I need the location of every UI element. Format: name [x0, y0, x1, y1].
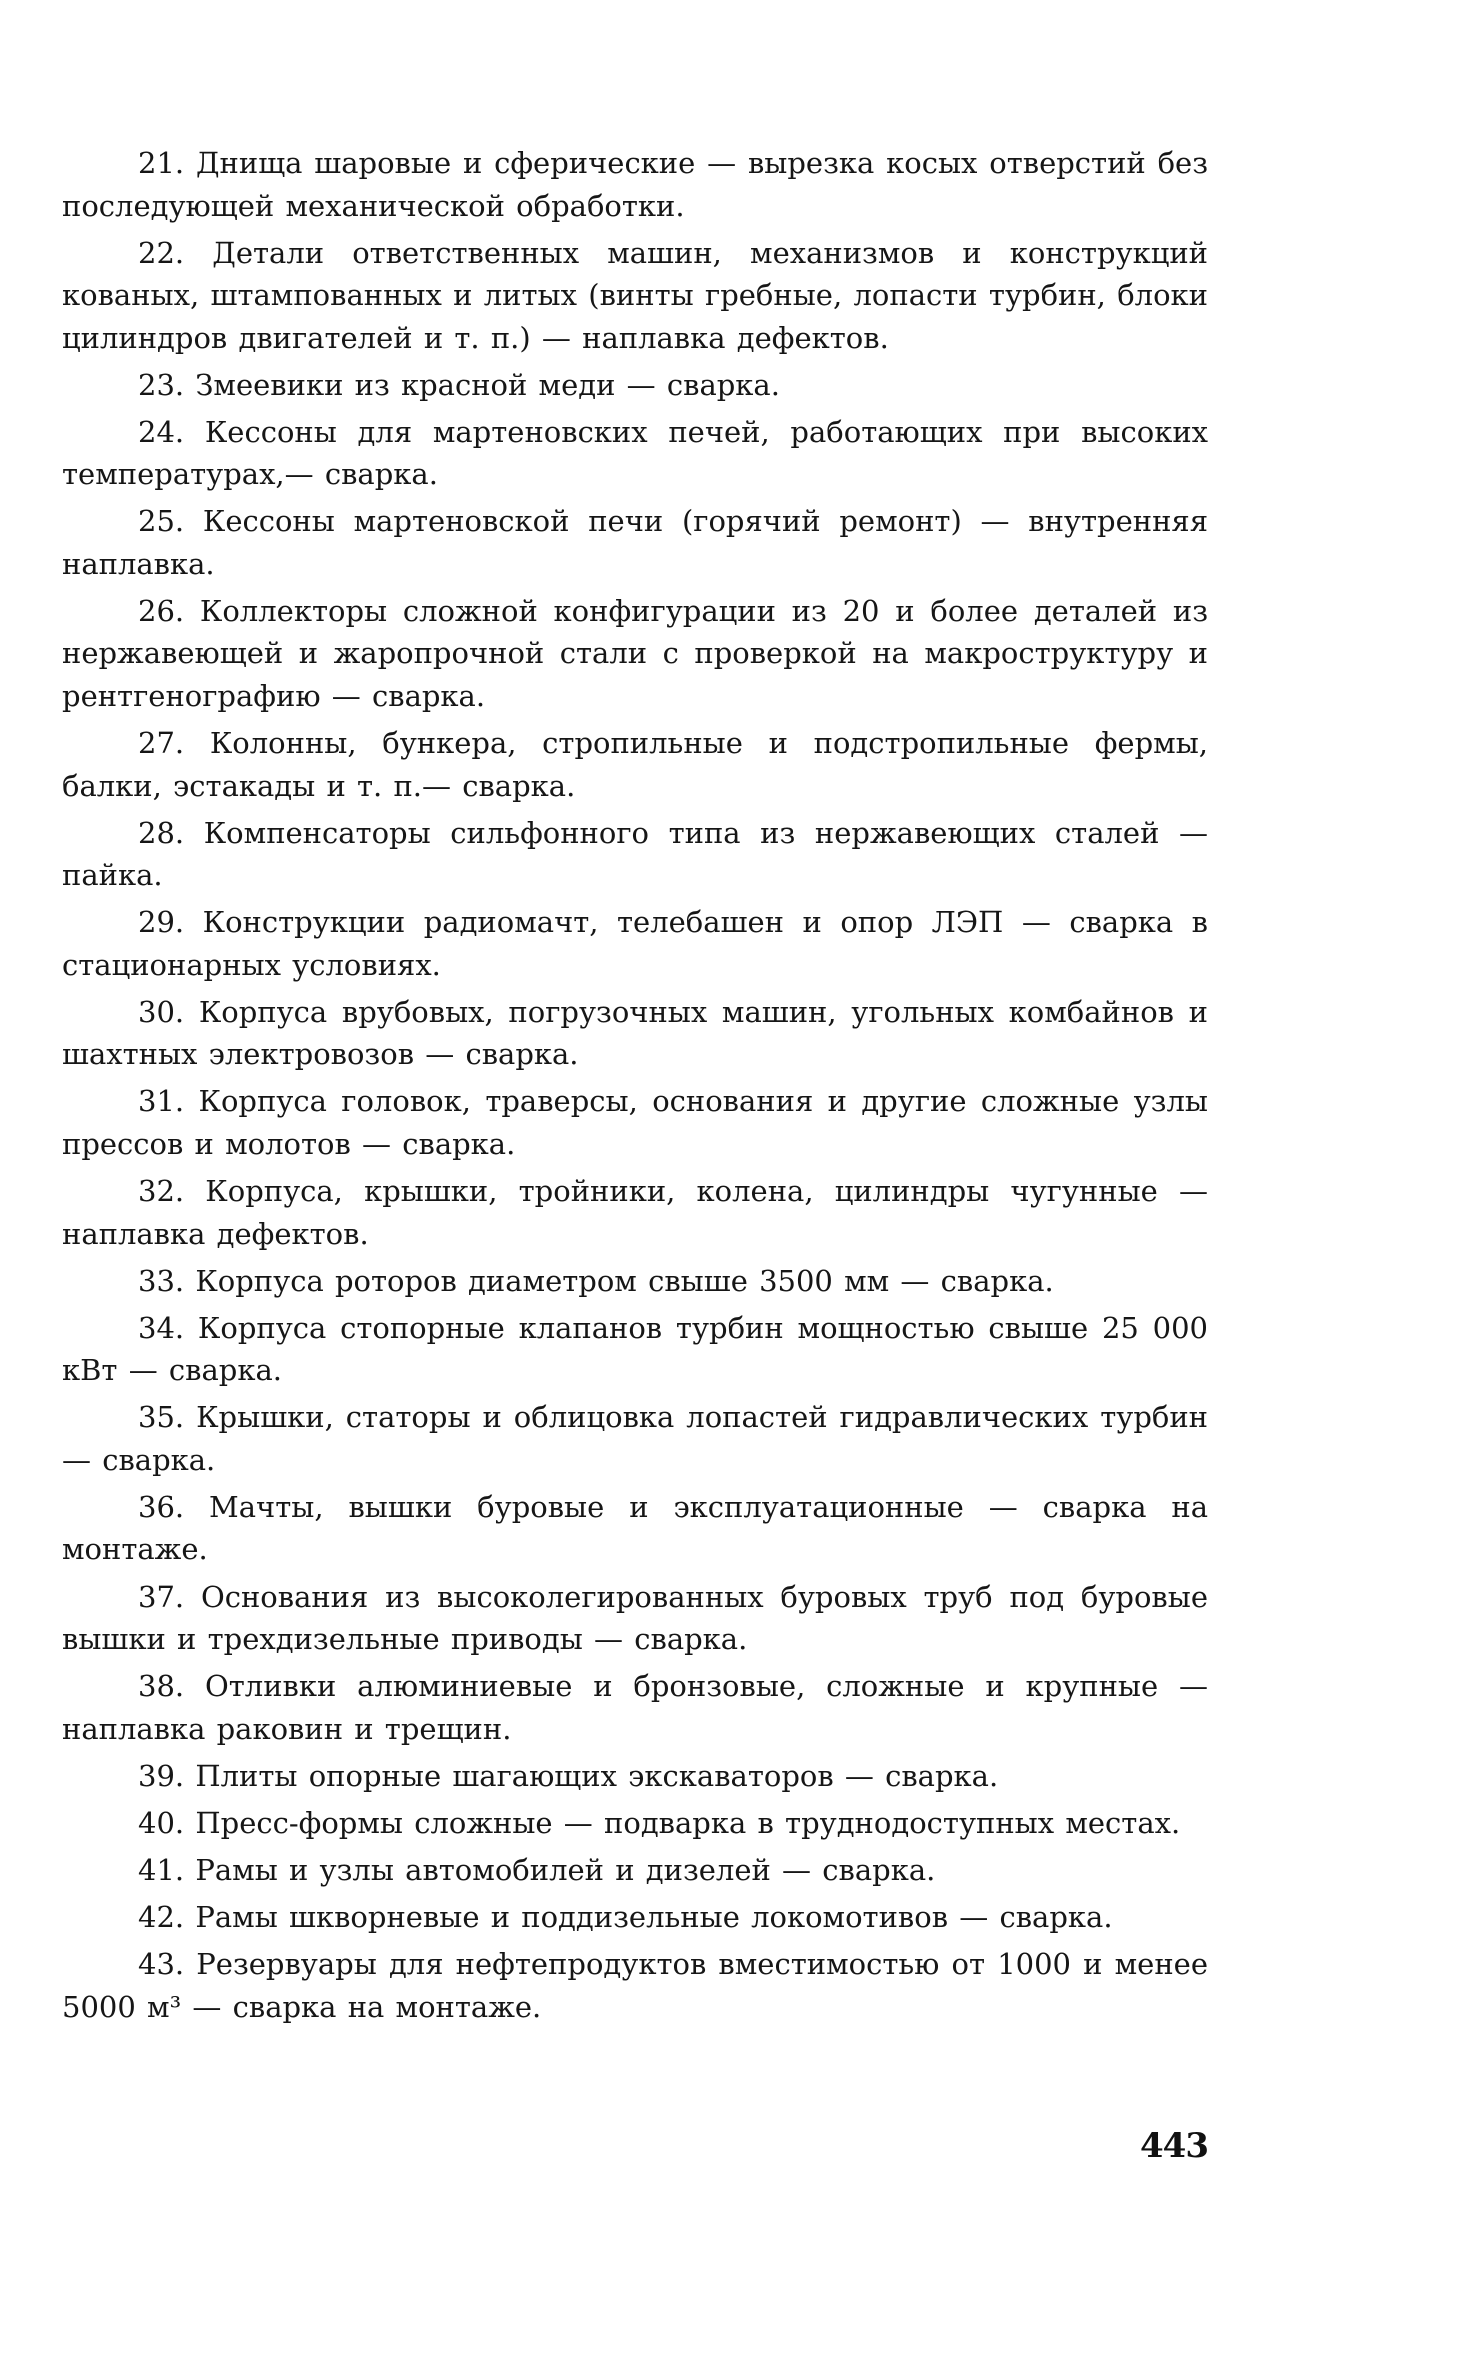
item-number: 22. [138, 235, 185, 270]
list-item [62, 364, 1208, 407]
item-text: Корпуса, крышки, тройники, колена, цилиндры чугунные — наплавка дефектов. [62, 1174, 1208, 1251]
item-number: 26. [138, 593, 185, 628]
list-item [62, 1576, 1208, 1661]
item-number: 37. [138, 1579, 185, 1614]
item-number: 32. [138, 1174, 185, 1209]
list-item [62, 1396, 1208, 1481]
list-item [62, 1665, 1208, 1750]
list-item [62, 1307, 1208, 1392]
item-number: 43. [138, 1947, 185, 1982]
page-number: 443 [1140, 2126, 1208, 2166]
item-text: Корпуса стопорные клапанов турбин мощностью свыше 25 000 кВт — сварка. [62, 1310, 1208, 1388]
document-body [62, 142, 1208, 2033]
item-number: 25. [138, 504, 185, 539]
item-text: Кессоны мартеновской печи (горячий ремонт) — внутренняя наплавка. [62, 504, 1209, 581]
item-text: Корпуса врубовых, погрузочных машин, угольных комбайнов и шахтных электровозов — сварка. [62, 994, 1208, 1072]
item-number: 36. [138, 1489, 185, 1524]
item-text: Корпуса роторов диаметром свыше 3500 мм — сварка. [195, 1263, 1054, 1298]
item-text: Рамы шкворневые и поддизельные локомотивов — сварка. [195, 1899, 1113, 1934]
item-number: 31. [138, 1084, 185, 1119]
list-item [62, 1486, 1208, 1571]
item-number: 27. [138, 726, 185, 761]
list-item [62, 1943, 1208, 2028]
item-text: Мачты, вышки буровые и эксплуатационные — сварка на монтаже. [62, 1489, 1209, 1567]
item-number: 23. [138, 367, 185, 402]
list-item [62, 142, 1208, 227]
item-text: Колонны, бункера, стропильные и подстропильные фермы, балки, эстакады и т. п.— сварка. [62, 726, 1209, 803]
item-number: 42. [138, 1899, 185, 1934]
list-item [62, 901, 1208, 986]
item-text: Рамы и узлы автомобилей и дизелей — сварка. [195, 1852, 936, 1887]
list-item [62, 1802, 1208, 1845]
item-text: Отливки алюминиевые и бронзовые, сложные и крупные — наплавка раковин и трещин. [62, 1669, 1209, 1746]
list-item [62, 812, 1208, 897]
item-number: 38. [138, 1669, 185, 1704]
item-text: Корпуса головок, траверсы, основания и другие сложные узлы прессов и молотов — сварка. [62, 1084, 1209, 1161]
item-text: Крышки, статоры и облицовка лопастей гидравлических турбин — сварка. [62, 1400, 1208, 1477]
list-item [62, 1170, 1208, 1255]
item-text: Днища шаровые и сферические — вырезка косых отверстий без последующей механической обработки. [62, 146, 1209, 223]
list-item [62, 1260, 1208, 1303]
list-item [62, 1080, 1208, 1165]
list-item [62, 232, 1208, 360]
item-number: 24. [138, 414, 185, 449]
list-item [62, 1896, 1208, 1939]
item-text: Конструкции радиомачт, телебашен и опор ЛЭП — сварка в стационарных условиях. [62, 905, 1209, 982]
item-number: 34. [138, 1310, 185, 1345]
item-number: 39. [138, 1758, 185, 1793]
item-number: 30. [138, 994, 185, 1029]
list-item [62, 411, 1208, 496]
item-text: Основания из высоколегированных буровых труб под буровые вышки и трехдизельные приводы — сварка. [62, 1579, 1209, 1656]
item-text: Коллекторы сложной конфигурации из 20 и более деталей из нержавеющей и жаропрочной стали с проверкой на макроструктуру и рентгенографию — сварка. [62, 593, 1209, 713]
item-number: 41. [138, 1852, 185, 1887]
item-text: Компенсаторы сильфонного типа из нержавеющих сталей — пайка. [62, 815, 1209, 893]
list-item [62, 500, 1208, 585]
item-text: Плиты опорные шагающих экскаваторов — сварка. [195, 1758, 999, 1793]
item-number: 40. [138, 1805, 185, 1840]
item-text: Кессоны для мартеновских печей, работающих при высоких температурах,— сварка. [62, 414, 1209, 492]
item-text: Змеевики из красной меди — сварка. [195, 367, 780, 402]
item-text: Детали ответственных машин, механизмов и конструкций кованых, штампованных и литых (винты гребные, лопасти турбин, блоки цилиндров двигателей и т. п.) — наплавка дефектов. [62, 235, 1209, 355]
item-number: 33. [138, 1263, 185, 1298]
list-item [62, 590, 1208, 718]
item-text: Резервуары для нефтепродуктов вместимостью от 1000 и менее 5000 м³ — сварка на монтаже. [62, 1947, 1208, 2024]
item-number: 28. [138, 815, 185, 850]
list-item [62, 991, 1208, 1076]
item-number: 21. [138, 146, 185, 180]
item-text: Пресс-формы сложные — подварка в труднодоступных местах. [195, 1805, 1181, 1840]
list-item [62, 722, 1208, 807]
item-number: 35. [138, 1400, 185, 1435]
list-item [62, 1849, 1208, 1892]
item-number: 29. [138, 905, 185, 940]
list-item [62, 1755, 1208, 1798]
